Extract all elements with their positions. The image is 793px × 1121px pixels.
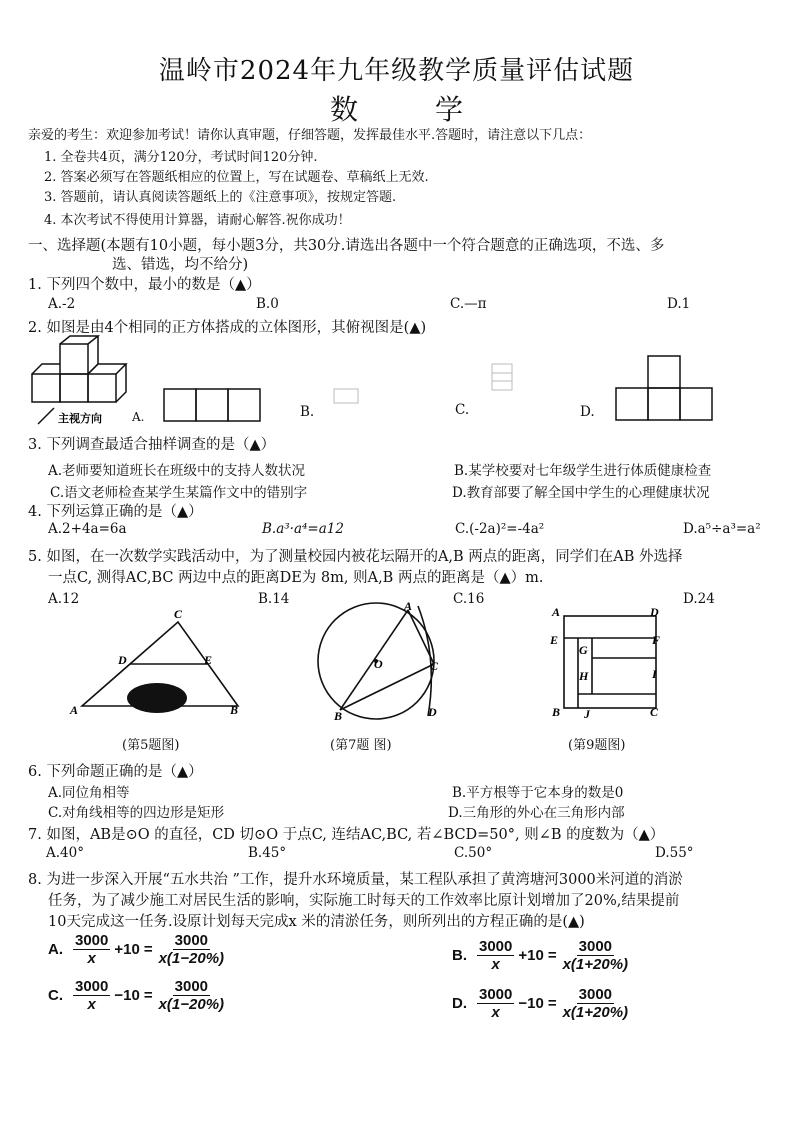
subject-char-1: 数 (330, 93, 359, 126)
figure-9-caption: (第9题图) (568, 738, 626, 753)
q2-view-direction-label: 主视方向 (58, 413, 102, 425)
q1-stem: 1. 下列四个数中，最小的数是（▲） (28, 277, 261, 293)
q8-stem-line-2: 任务，为了减少施工对居民生活的影响，实际施工时每天的工作效率比原计划增加了20%,结果提前 (48, 893, 680, 909)
q2-option-d-label: D. (580, 404, 595, 420)
q6-option-b: B.平方根等于它本身的数是0 (452, 785, 624, 801)
flowerbed-shape (127, 683, 187, 713)
q2-solid-figure (28, 334, 168, 428)
fig5-label-d: D (118, 653, 127, 667)
q6-stem: 6. 下列命题正确的是（▲） (28, 764, 203, 780)
fig7-label-b: B (334, 709, 343, 722)
q4-option-b: B.a³·a⁴=a12 (262, 521, 344, 537)
q3-option-d: D.教育部要了解全国中学生的心理健康状况 (452, 485, 710, 501)
q1-option-b: B.0 (256, 296, 279, 312)
fig9-label-j: J (584, 707, 590, 721)
intro-note-4: 4. 本次考试不得使用计算器，请耐心解答.祝你成功！ (44, 213, 351, 228)
figure-5-caption: (第5题图) (122, 738, 180, 753)
q8-option-c-eq: = (143, 987, 153, 1004)
q5-option-c: C.16 (453, 591, 485, 607)
q2-option-c-label: C. (455, 402, 470, 418)
q5-option-a: A.12 (48, 591, 80, 607)
section-heading-line-1: 一、选择题(本题有10小题，每小题3分，共30分.请选出各题中一个符合题意的正确选项，不选、多 (28, 238, 665, 254)
q8-option-a (48, 932, 226, 967)
q8-stem-line-3: 10天完成这一任务.设原计划每天完成x 米的清淤任务，则所列出的方程正确的是(▲) (48, 914, 585, 930)
figure-7 (306, 598, 456, 722)
q4-stem: 4. 下列运算正确的是（▲） (28, 504, 203, 520)
fig5-label-b: B (230, 703, 239, 717)
q5-option-d: D.24 (683, 591, 715, 607)
fig7-label-a: A (404, 599, 413, 613)
intro-note-2: 2. 答案必须写在答题纸相应的位置上，写在试题卷、草稿纸上无效. (44, 170, 429, 185)
q8-option-c-label: C. (48, 987, 63, 1004)
subject-title (0, 88, 793, 128)
q8-option-c (48, 978, 226, 1013)
q5-stem-line-1: 5. 如图，在一次数学实践活动中，为了测量校园内被花坛隔开的A,B 两点的距离，同学们在AB 外选择 (28, 549, 683, 565)
q6-option-a: A.同位角相等 (48, 785, 130, 801)
q2-option-b-figure (332, 387, 362, 407)
figure-9 (544, 602, 674, 722)
q3-option-c: C.语文老师检查某学生某篇作文中的错别字 (50, 485, 308, 501)
q1-option-c: C.—π (450, 296, 487, 312)
q8-option-c-rhs: $\frac{3000}{x(1-20\%)}$ (158, 978, 225, 1013)
q8-option-d-op: −10 (518, 995, 544, 1012)
figure-5 (66, 606, 256, 732)
q8-option-a-op: +10 (114, 941, 140, 958)
q8-option-b-lhs: $\frac{3000}{x}$ (479, 938, 513, 973)
fig9-label-i: I (652, 667, 657, 681)
q8-option-c-lhs: $\frac{3000}{x}$ (75, 978, 109, 1013)
section-heading-line-2: 选、错选，均不给分) (112, 257, 249, 273)
q8-option-a-rhs: $\frac{3000}{x(1-20\%)}$ (158, 932, 225, 967)
q7-stem: 7. 如图，AB是⊙O 的直径，CD 切⊙O 于点C, 连结AC,BC, 若∠BCD=50°, 则∠B 的度数为（▲） (28, 827, 665, 843)
fig9-label-e: E (550, 633, 559, 647)
fig9-label-c: C (650, 705, 659, 719)
intro-note-1: 1. 全卷共4页，满分120分，考试时间120分钟. (44, 150, 318, 165)
q7-option-b: B.45° (248, 845, 287, 861)
q8-option-b-rhs: $\frac{3000}{x(1+20\%)}$ (562, 938, 629, 973)
fig5-label-a: A (70, 703, 79, 717)
q8-option-b-eq: = (547, 947, 557, 964)
q3-stem: 3. 下列调查最适合抽样调查的是（▲） (28, 437, 276, 453)
q3-option-a: A.老师要知道班长在班级中的支持人数状况 (48, 463, 306, 479)
q8-option-b (452, 938, 630, 973)
q2-option-a-label: A. (132, 410, 145, 424)
q8-option-d (452, 986, 630, 1021)
q8-option-a-lhs: $\frac{3000}{x}$ (75, 932, 109, 967)
q5-option-b: B.14 (258, 591, 290, 607)
q2-option-a-figure (162, 387, 262, 423)
fig7-label-c: C (430, 659, 439, 673)
q2-option-c-figure (488, 362, 518, 394)
intro-greeting: 亲爱的考生：欢迎参加考试！请你认真审题，仔细答题，发挥最佳水平.答题时，请注意以下几点： (28, 128, 592, 143)
q7-option-a: A.40° (46, 845, 84, 861)
fig9-label-a: A (552, 605, 561, 619)
q2-stem: 2. 如图是由4个相同的正方体搭成的立体图形，其俯视图是(▲) (28, 320, 427, 336)
intro-note-3: 3. 答题前，请认真阅读答题纸上的《注意事项》，按规定答题. (44, 190, 397, 205)
figure-7-caption: (第7题 图) (330, 738, 392, 753)
q4-option-c: C.(-2a)²=-4a² (455, 521, 545, 537)
q7-option-d: D.55° (655, 845, 694, 861)
q8-option-c-op: −10 (114, 987, 140, 1004)
q8-option-d-lhs: $\frac{3000}{x}$ (479, 986, 513, 1021)
q8-option-a-label: A. (48, 941, 63, 958)
q8-option-a-eq: = (143, 941, 153, 958)
q2-option-b-label: B. (300, 404, 315, 420)
q6-option-d: D.三角形的外心在三角形内部 (448, 805, 625, 821)
q8-option-b-op: +10 (518, 947, 544, 964)
q1-option-d: D.1 (667, 296, 691, 312)
fig5-label-c: C (174, 607, 183, 621)
q4-option-a: A.2+4a=6a (48, 521, 127, 537)
fig9-label-f: F (652, 633, 661, 647)
fig9-label-g: G (579, 643, 588, 657)
fig5-label-e: E (204, 653, 213, 667)
q7-option-c: C.50° (454, 845, 493, 861)
q8-option-b-label: B. (452, 947, 467, 964)
page-title: 温岭市2024年九年级教学质量评估试题 (158, 56, 635, 86)
q3-option-b: B.某学校要对七年级学生进行体质健康检查 (454, 463, 712, 479)
fig9-label-h: H (579, 669, 589, 683)
fig9-label-d: D (650, 605, 659, 619)
q8-stem-line-1: 8. 为进一步深入开展“五水共治 ”工作，提升水环境质量，某工程队承担了黄湾塘河3000米河道的消淤 (28, 872, 683, 888)
fig9-label-b: B (552, 705, 561, 719)
q5-stem-line-2: 一点C, 测得AC,BC 两边中点的距离DE为 8m, 则A,B 两点的距离是（▲）m. (48, 570, 544, 586)
fig7-label-d: D (428, 705, 437, 719)
q8-option-d-rhs: $\frac{3000}{x(1+20\%)}$ (562, 986, 629, 1021)
q4-option-d: D.a⁵÷a³=a² (683, 521, 761, 537)
q1-option-a: A.-2 (48, 296, 76, 312)
q8-option-d-eq: = (547, 995, 557, 1012)
q8-option-d-label: D. (452, 995, 467, 1012)
q2-option-d-figure (614, 354, 714, 424)
fig7-label-o: O (374, 657, 383, 671)
q6-option-c: C.对角线相等的四边形是矩形 (48, 805, 225, 821)
subject-char-2: 学 (434, 93, 463, 126)
